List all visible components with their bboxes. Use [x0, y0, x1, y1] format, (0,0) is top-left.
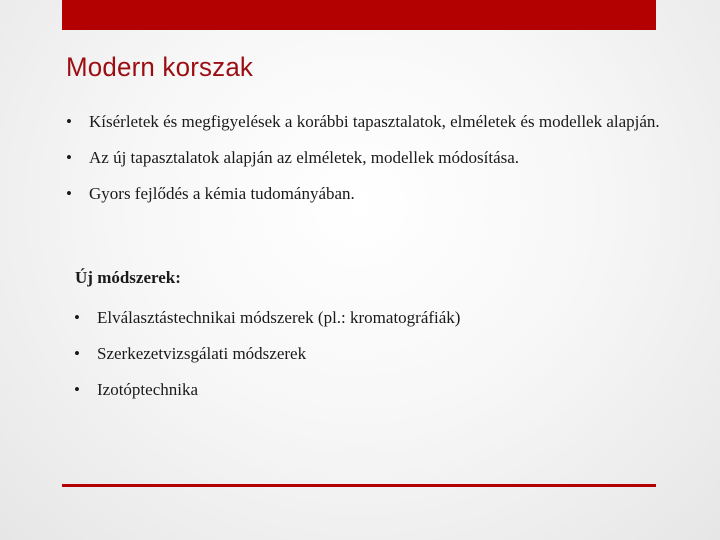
bullet-dot-icon: • [74, 344, 80, 363]
bullet-dot-icon: • [66, 184, 72, 203]
main-bullet-list [66, 104, 706, 212]
methods-bullet-list [74, 300, 674, 408]
bullet-item [66, 104, 706, 140]
bullet-text: Az új tapasztalatok alapján az elméletek, modellek módosítása. [89, 148, 520, 167]
method-text: Elválasztástechnikai módszerek (pl.: kromatográfiák) [97, 308, 461, 327]
method-text: Izotóptechnika [97, 380, 199, 399]
method-item [74, 372, 674, 408]
bullet-item [66, 140, 706, 176]
bullet-text: Gyors fejlődés a kémia tudományában. [89, 184, 355, 203]
method-item [74, 336, 674, 372]
bullet-dot-icon: • [66, 112, 72, 131]
bullet-dot-icon: • [74, 308, 80, 327]
method-item [74, 300, 674, 336]
method-text: Szerkezetvizsgálati módszerek [97, 344, 307, 363]
bullet-item [66, 176, 706, 212]
slide-title: Modern korszak [66, 52, 254, 82]
bullet-dot-icon: • [74, 380, 80, 399]
methods-heading: Új módszerek: [75, 268, 181, 287]
bullet-text: Kísérletek és megfigyelések a korábbi tapasztalatok, elméletek és modellek alapján. [89, 112, 660, 131]
bottom-accent-line [62, 484, 656, 487]
top-accent-bar [62, 0, 656, 30]
bullet-dot-icon: • [66, 148, 72, 167]
